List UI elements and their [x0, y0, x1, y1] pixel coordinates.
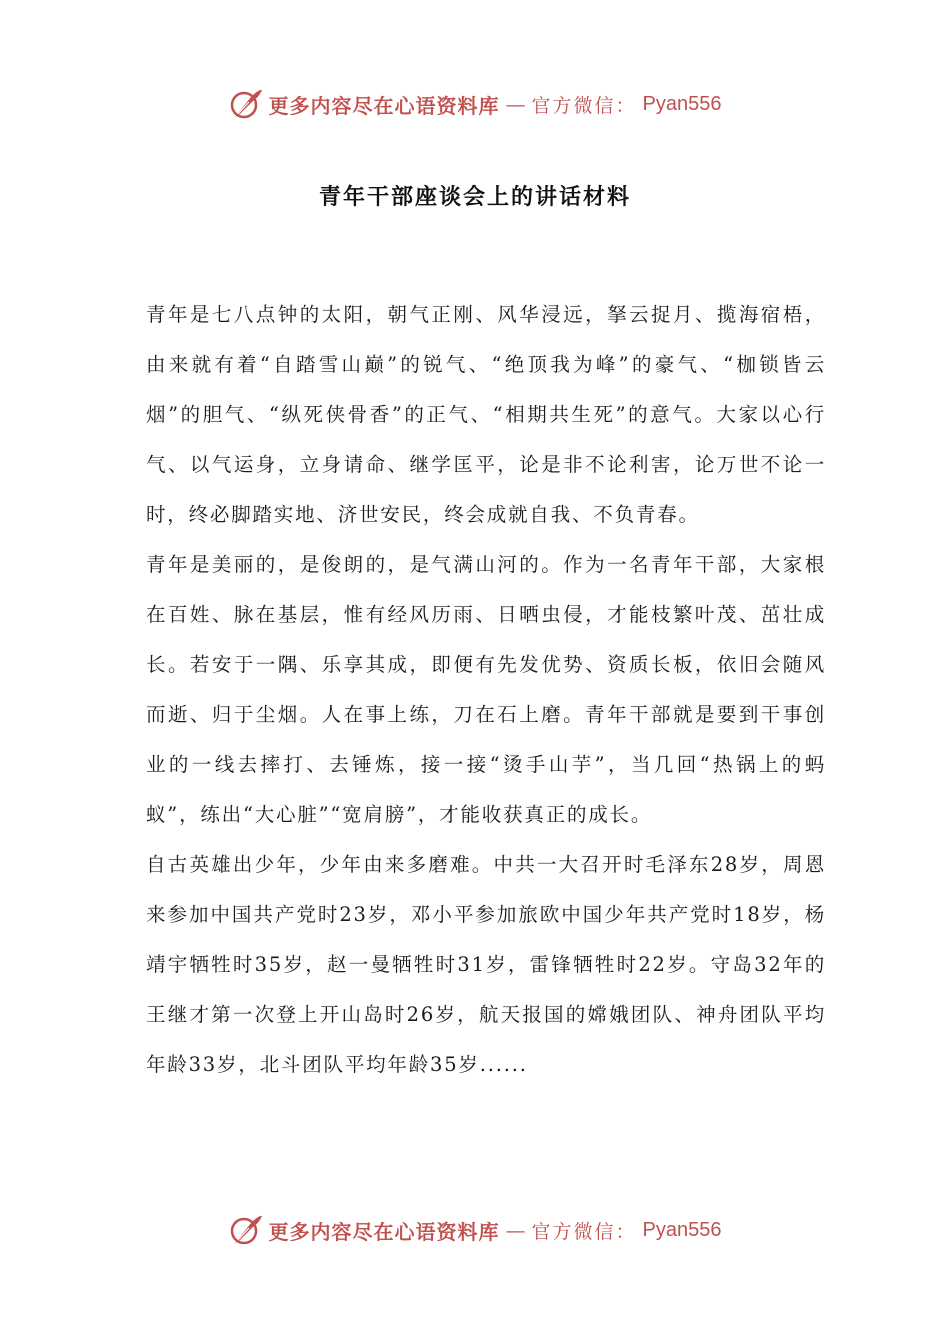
banner-site-text: 更多内容尽在心语资料库: [268, 1219, 500, 1244]
banner-wechat-id: Pyan556: [642, 92, 722, 115]
banner-wechat-id: Pyan556: [642, 1218, 722, 1241]
paragraph-2: 青年是美丽的，是俊朗的，是气满山河的。作为一名青年干部，大家根在百姓、脉在基层，惟有经风历雨、日晒虫侵，才能枝繁叶茂、茁壮成长。若安于一隅、乐享其成，即便有先发优势、资质长板，依旧会随风而逝、归于尘烟。人在事上练，刀在石上磨。青年干部就是要到干事创业的一线去摔打、去锤炼，接一接“烫手山芋”，当几回“热锅上的蚂蚁”，练出“大心脏”“宽肩膀”，才能收获真正的成长。: [146, 553, 826, 826]
quill-pen-logo-icon: [229, 87, 263, 121]
paragraph-3: 自古英雄出少年，少年由来多磨难。中共一大召开时毛泽东28岁，周恩来参加中国共产党时23岁，邓小平参加旅欧中国少年共产党时18岁，杨靖宇牺牲时35岁，赵一曼牺牲时31岁，雷锋牺牲时22岁。守岛32年的王继才第一次登上开山岛时26岁，航天报国的嫦娥团队、神舟团队平均年龄33岁，北斗团队平均年龄35岁......: [146, 853, 826, 1076]
header-watermark-banner: [0, 84, 950, 124]
document-title: 青年干部座谈会上的讲话材料: [318, 185, 631, 210]
banner-wechat-label: 官方微信：: [531, 94, 637, 117]
banner-dash: —: [505, 1218, 526, 1242]
banner-site-text: 更多内容尽在心语资料库: [268, 93, 500, 118]
banner-wechat-label: 官方微信：: [531, 1220, 637, 1243]
document-body: [146, 290, 826, 1090]
paragraph-1: 青年是七八点钟的太阳，朝气正刚、风华浸远，拏云捉月、揽海宿梧，由来就有着“自踏雪山巅”的锐气、“绝顶我为峰”的豪气、“枷锁皆云烟”的胆气、“纵死侠骨香”的正气、“相期共生死”的意气。大家以心行气、以气运身，立身请命、继学匡平，论是非不论利害，论万世不论一时，终必脚踏实地、济世安民，终会成就自我、不负青春。: [146, 303, 826, 526]
footer-watermark-banner: [0, 1210, 950, 1250]
banner-dash: —: [505, 92, 526, 116]
quill-pen-logo-icon: [229, 1213, 263, 1247]
